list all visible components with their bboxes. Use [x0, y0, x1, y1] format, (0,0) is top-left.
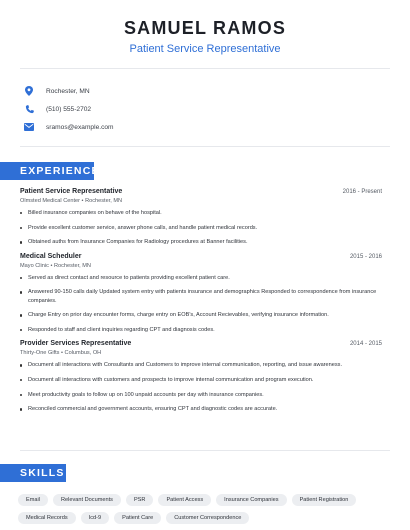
- contact-location-text: Rochester, MN: [46, 87, 90, 95]
- skill-chip: Patient Registration: [292, 494, 357, 506]
- job-entry: [20, 253, 382, 334]
- job-bullet: Document all interactions with Consultants and Customers to improve internal communication, reporting, and issue awareness.: [20, 361, 382, 369]
- candidate-name: SAMUEL RAMOS: [123, 18, 287, 38]
- job-title: Provider Services Representative: [20, 340, 132, 348]
- job-bullets: [20, 274, 382, 334]
- job-bullet: Answered 90-150 calls daily Updated system entry with patients insurance and demographics Responded to correspondence from insurance companies.: [20, 288, 382, 304]
- experience-divider: [20, 450, 390, 451]
- contact-location: [22, 82, 382, 100]
- contact-divider: [20, 146, 390, 147]
- skill-chip: Relevant Documents: [53, 494, 121, 506]
- phone-icon: [22, 102, 36, 116]
- job-bullet: Provide excellent customer service, answer phone calls, and handle patient medical records.: [20, 224, 382, 232]
- job-bullet: Obtained auths from Insurance Companies for Radiology procedures at Banner facilities.: [20, 238, 382, 246]
- job-bullets: [20, 209, 382, 246]
- skill-chip: Icd-9: [81, 512, 109, 524]
- skill-chip: Customer Correspondence: [166, 512, 249, 524]
- job-bullet: Responded to staff and client inquiries regarding CPT and diagnosis codes.: [20, 326, 382, 334]
- job-bullet: Reconciled commercial and government accounts, ensuring CPT and diagnostic codes are accurate.: [20, 405, 382, 413]
- job-bullets: [20, 361, 382, 413]
- job-dates: 2015 - 2016: [349, 253, 382, 260]
- job-title: Patient Service Representative: [20, 188, 123, 195]
- job-bullet: Meet productivity goals to follow up on 100 unpaid accounts per day with insurance companies.: [20, 391, 382, 399]
- skill-chip: PSR: [126, 494, 154, 506]
- contact-list: [22, 82, 382, 136]
- skill-chip: Email: [18, 494, 48, 506]
- job-company: Mayo Clinic • Rochester, MN: [20, 262, 91, 269]
- header-divider: [20, 68, 390, 69]
- job-bullet: Billed insurance companies on behave of the hospital.: [20, 209, 382, 217]
- contact-phone-text: (510) 555-2702: [46, 105, 92, 113]
- job-bullet: Charge Entry on prior day encounter forms, charge entry on EOB's, Account Recievables, verifying insurance information.: [20, 311, 382, 319]
- job-dates: 2016 - Present: [342, 189, 382, 195]
- candidate-title: Patient Service Representative: [129, 43, 281, 55]
- job-company: Olmsted Medical Center • Rochester, MN: [20, 198, 123, 204]
- job-bullet: Document all interactions with customers and prospects to improve internal communication and program execution.: [20, 376, 382, 384]
- contact-email: [22, 118, 382, 136]
- resume-header: [0, 0, 410, 55]
- experience-list: [20, 188, 382, 420]
- skill-chip: Insurance Companies: [216, 494, 286, 506]
- job-entry: [20, 340, 382, 413]
- skills-section-heading: SKILLS: [0, 464, 66, 482]
- contact-email-text: sramos@example.com: [46, 123, 114, 131]
- skill-chip: Patient Care: [114, 512, 161, 524]
- email-icon: [22, 120, 36, 134]
- skill-chip: Medical Records: [18, 512, 76, 524]
- skills-list: [18, 494, 390, 524]
- job-company: Thirty-One Gifts • Columbus, OH: [20, 350, 102, 357]
- location-pin-icon: [22, 84, 36, 98]
- job-entry: [20, 188, 382, 246]
- job-title: Medical Scheduler: [20, 252, 82, 260]
- contact-phone: [22, 100, 382, 118]
- job-dates: 2014 - 2015: [349, 341, 382, 348]
- job-bullet: Served as direct contact and resource to patients providing excellent patient care.: [20, 274, 382, 282]
- skill-chip: Patient Access: [158, 494, 211, 506]
- experience-section-heading: EXPERIENCE: [0, 162, 94, 180]
